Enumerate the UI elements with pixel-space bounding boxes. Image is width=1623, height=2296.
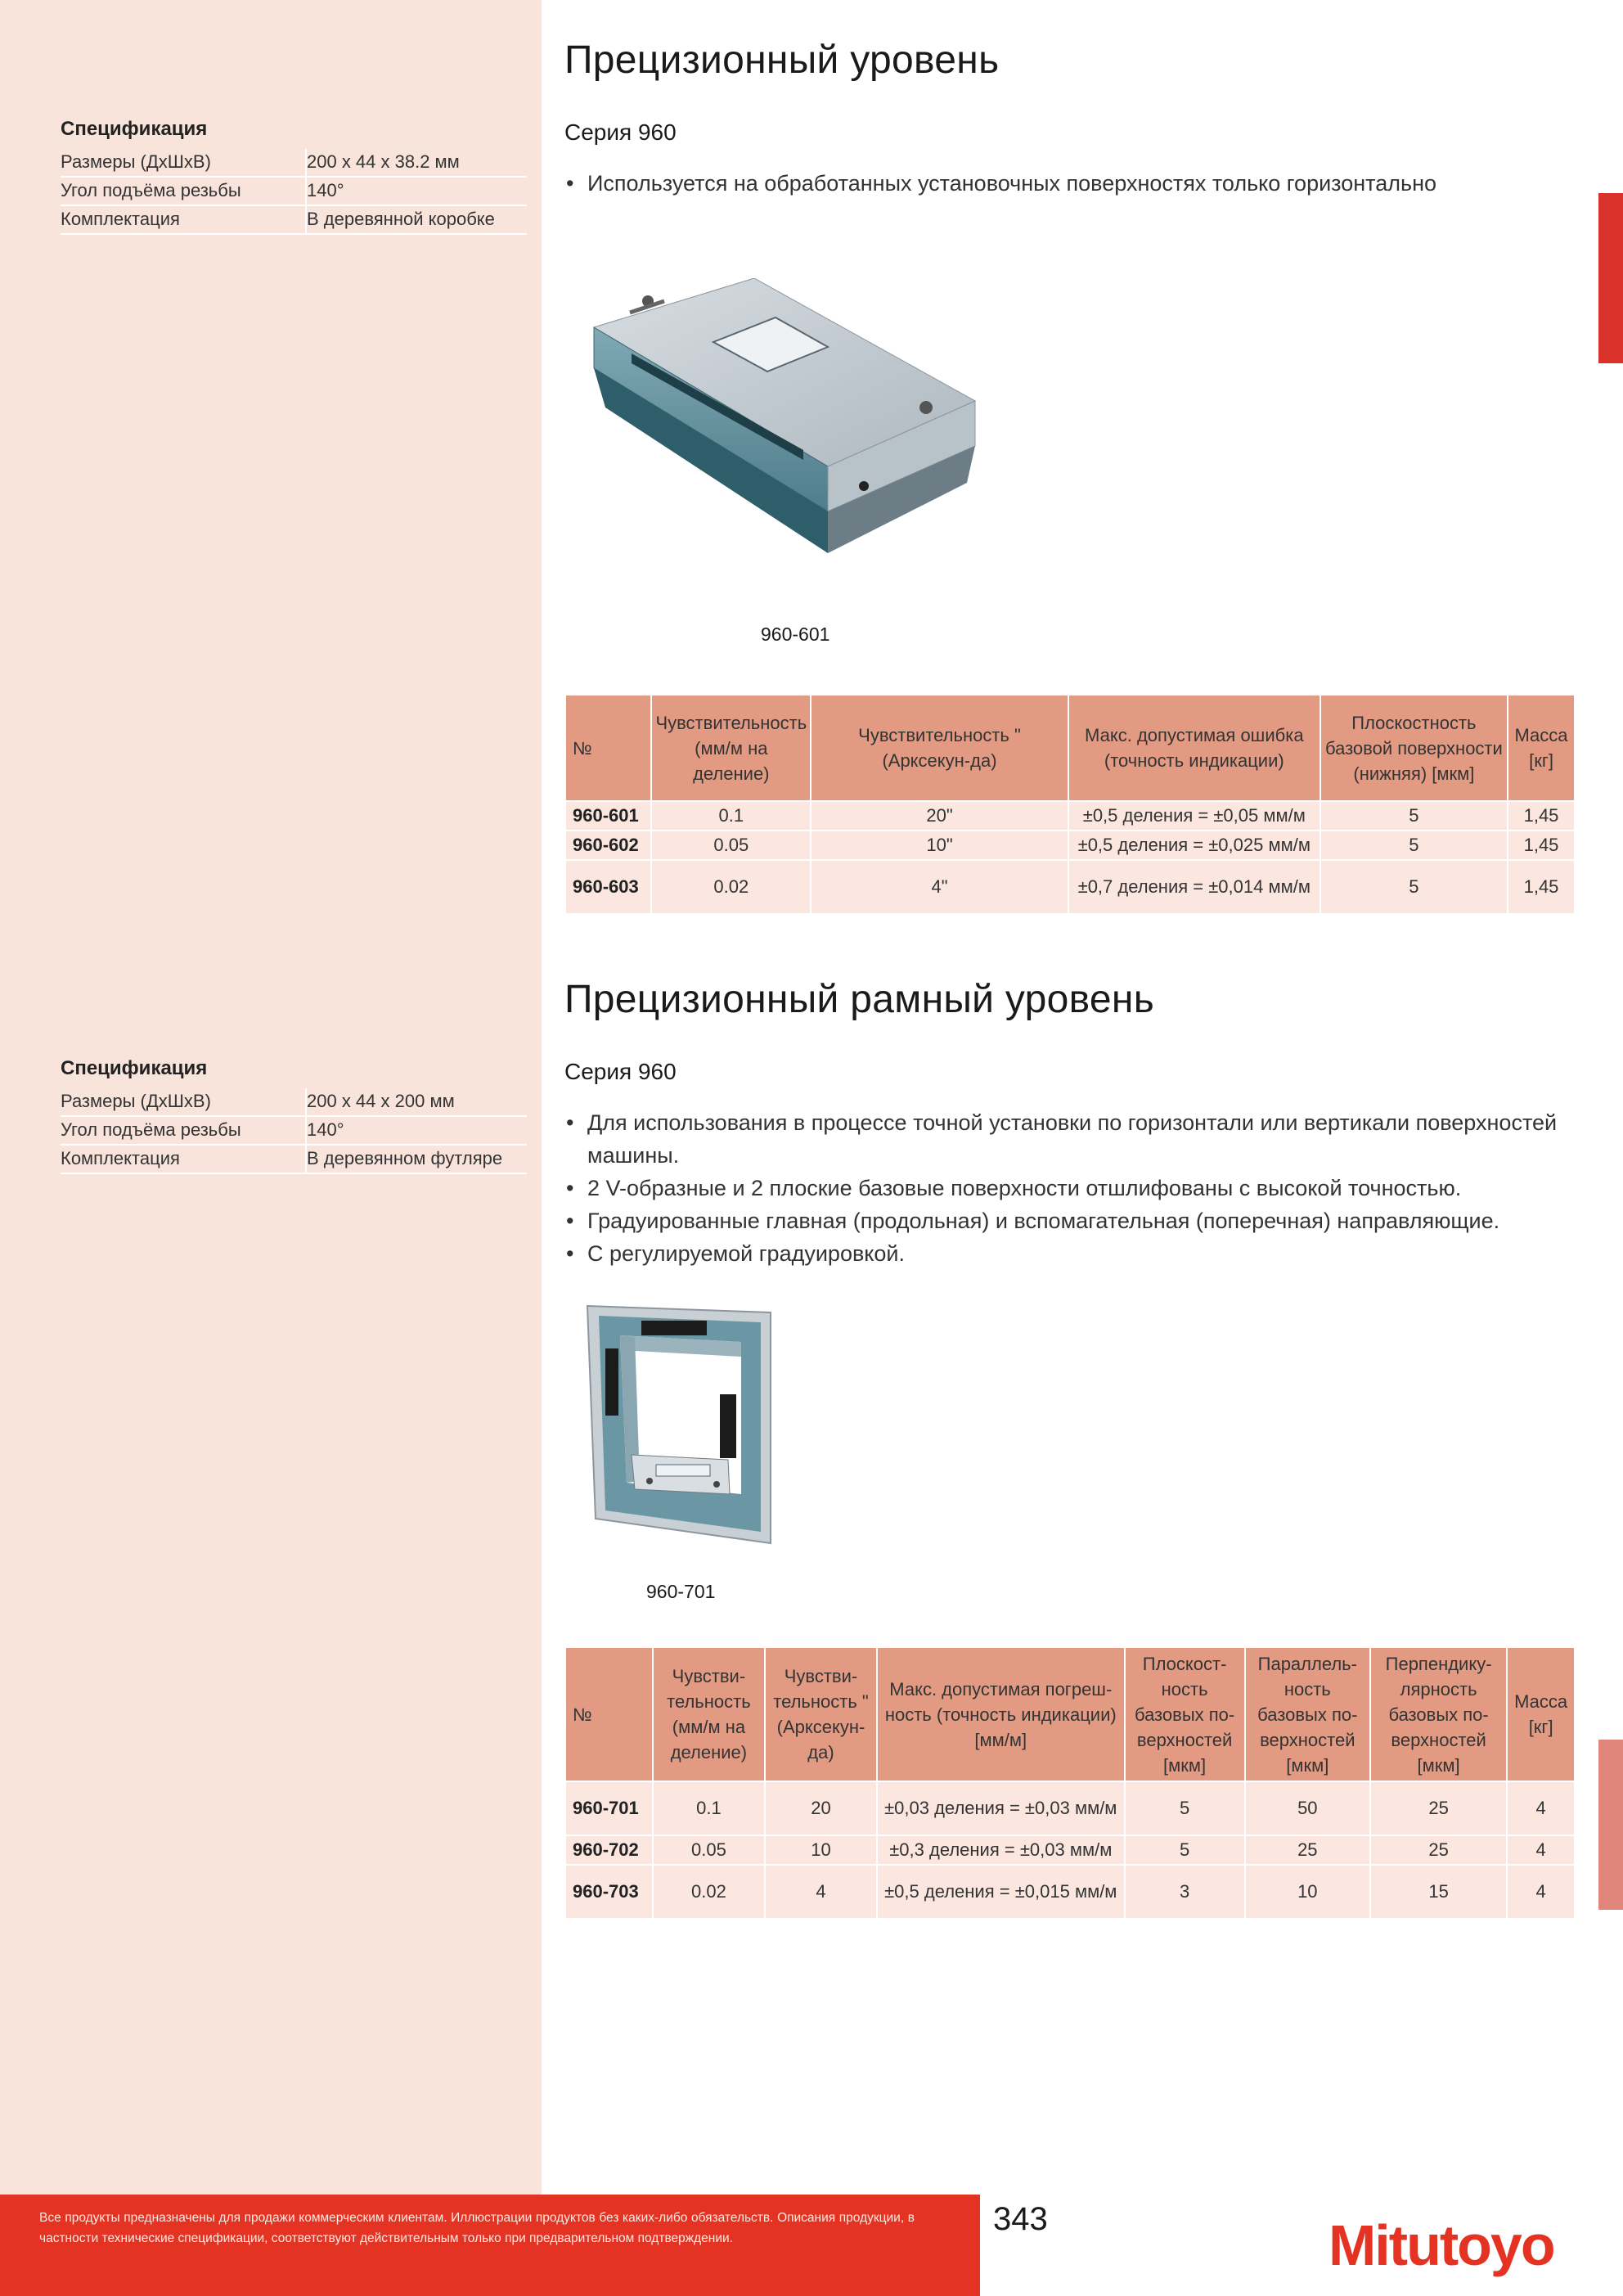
- table-cell: 0.1: [652, 802, 810, 830]
- table-header-row: [566, 1648, 1574, 1781]
- table-cell: 0.02: [652, 861, 810, 913]
- column-header: Макс. допустимая ошибка (точность индикации): [1069, 696, 1320, 800]
- feature-item: • 2 V-образные и 2 плоские базовые поверхности отшлифованы с высокой точностью.: [564, 1172, 1562, 1204]
- table-row: [566, 1782, 1574, 1835]
- table-header-row: [566, 696, 1574, 800]
- table-cell: 0.02: [654, 1866, 764, 1918]
- spec-key: Размеры (ДхШхВ): [61, 1088, 306, 1116]
- column-header: Чувствительность (мм/м на деление): [652, 696, 810, 800]
- spec-block-1: [61, 118, 527, 235]
- spec-value: 200 x 44 x 200 мм: [306, 1088, 527, 1116]
- column-header: Чувстви-тельность "(Арксекун-да): [766, 1648, 876, 1781]
- feature-list: [564, 167, 1576, 200]
- table-row: [566, 861, 1574, 913]
- section-tab-marker: [1598, 193, 1623, 363]
- table-cell: 10": [812, 831, 1068, 859]
- section-precision-frame-level: [564, 977, 1576, 1022]
- spec-table: [61, 1088, 527, 1174]
- column-header: Параллель-ность базовых по-верхностей [мкм]: [1246, 1648, 1369, 1781]
- section-title: Прецизионный рамный уровень: [564, 978, 1155, 1021]
- section-title: Прецизионный уровень: [564, 38, 1000, 82]
- column-header: Макс. допустимая погреш-ность (точность индикации) [мм/м]: [878, 1648, 1123, 1781]
- table-cell: 5: [1321, 861, 1507, 913]
- spec-row: [61, 1116, 527, 1145]
- table-cell: 4: [766, 1866, 876, 1918]
- feature-item: • Для использования в процессе точной установки по горизонтали или вертикали поверхностей машины.: [564, 1106, 1562, 1172]
- spec-value: 200 x 44 x 38.2 мм: [306, 149, 527, 177]
- table-cell: 5: [1126, 1836, 1244, 1864]
- section-tab-marker-secondary: [1598, 1740, 1623, 1910]
- table-cell: 4: [1508, 1866, 1574, 1918]
- table-cell: 5: [1321, 802, 1507, 830]
- spec-row: [61, 149, 527, 177]
- table-cell: 960-703: [566, 1866, 652, 1918]
- table-cell: 25: [1371, 1836, 1506, 1864]
- section-precision-level: [564, 38, 1576, 83]
- table-cell: 960-603: [566, 861, 650, 913]
- spec-row: [61, 205, 527, 234]
- frame-level-image: [581, 1304, 802, 1550]
- table-cell: 4: [1508, 1836, 1574, 1864]
- feature-item: • С регулируемой градуировкой.: [564, 1237, 1562, 1270]
- spec-key: Комплектация: [61, 205, 306, 234]
- column-header: Масса [кг]: [1508, 1648, 1574, 1781]
- table-cell: 15: [1371, 1866, 1506, 1918]
- spec-value: 140°: [306, 177, 527, 205]
- table-cell: ±0,03 деления = ±0,03 мм/м: [878, 1782, 1123, 1835]
- bullets-block-2: [564, 1106, 1562, 1270]
- table-row: [566, 1866, 1574, 1918]
- table-cell: 3: [1126, 1866, 1244, 1918]
- table-cell: 1,45: [1508, 802, 1574, 830]
- footer-disclaimer-band: [0, 2195, 980, 2296]
- table-cell: ±0,3 деления = ±0,03 мм/м: [878, 1836, 1123, 1864]
- spec-key: Размеры (ДхШхВ): [61, 149, 306, 177]
- series-block-2: [564, 1059, 1576, 1085]
- spec-heading: Спецификация: [61, 118, 208, 140]
- table-cell: 1,45: [1508, 831, 1574, 859]
- table-cell: 1,45: [1508, 861, 1574, 913]
- table-cell: 25: [1371, 1782, 1506, 1835]
- table-cell: 0.1: [654, 1782, 764, 1835]
- column-header: №: [566, 696, 650, 800]
- footer-disclaimer: Все продукты предназначены для продажи коммерческим клиентам. Иллюстрации продуктов без каких-либо обязательств. Описания продукции, в частности технические спецификации, соответствуют действительным только при предварительном подтверждении.: [39, 2211, 915, 2245]
- table-cell: 5: [1126, 1782, 1244, 1835]
- table-cell: 4: [1508, 1782, 1574, 1835]
- image-caption: 960-701: [646, 1581, 716, 1602]
- table-cell: 10: [1246, 1866, 1369, 1918]
- column-header: №: [566, 1648, 652, 1781]
- column-header: Перпендику-лярность базовых по-верхностей [мкм]: [1371, 1648, 1506, 1781]
- spec-key: Угол подъёма резьбы: [61, 177, 306, 205]
- table-cell: ±0,5 деления = ±0,05 мм/м: [1069, 802, 1320, 830]
- table-cell: 5: [1321, 831, 1507, 859]
- spec-block-2: [61, 1057, 527, 1174]
- table-row: [566, 1836, 1574, 1864]
- column-header: Плоскостность базовой поверхности (нижняя) [мкм]: [1321, 696, 1507, 800]
- table-cell: ±0,5 деления = ±0,025 мм/м: [1069, 831, 1320, 859]
- table-cell: 4": [812, 861, 1068, 913]
- table-cell: 50: [1246, 1782, 1369, 1835]
- table-row: [566, 802, 1574, 830]
- spec-heading: Спецификация: [61, 1057, 208, 1079]
- spec-key: Угол подъёма резьбы: [61, 1116, 306, 1145]
- table-cell: 960-701: [566, 1782, 652, 1835]
- feature-list: [564, 1106, 1562, 1270]
- column-header: Чувствительность "(Арксекун-да): [812, 696, 1068, 800]
- feature-item: • Градуированные главная (продольная) и вспомагательная (поперечная) направляющие.: [564, 1204, 1562, 1237]
- column-header: Чувстви-тельность (мм/м на деление): [654, 1648, 764, 1781]
- column-header: Плоскост-ность базовых по-верхностей [мкм]: [1126, 1648, 1244, 1781]
- page-footer: [0, 2195, 1623, 2296]
- precision-level-image: [582, 278, 1008, 565]
- table-cell: 960-702: [566, 1836, 652, 1864]
- table-row: [566, 831, 1574, 859]
- image-caption: 960-601: [761, 624, 830, 645]
- table-cell: 10: [766, 1836, 876, 1864]
- table-cell: 20": [812, 802, 1068, 830]
- table-cell: ±0,7 деления = ±0,014 мм/м: [1069, 861, 1320, 913]
- page-number: 343: [993, 2201, 1048, 2237]
- table-cell: ±0,5 деления = ±0,015 мм/м: [878, 1866, 1123, 1918]
- column-header: Масса [кг]: [1508, 696, 1574, 800]
- table-cell: 960-601: [566, 802, 650, 830]
- spec-table: [61, 149, 527, 235]
- table-cell: 25: [1246, 1836, 1369, 1864]
- spec-data-table-1: [564, 694, 1576, 915]
- spec-row: [61, 1145, 527, 1173]
- spec-value: В деревянной коробке: [306, 205, 527, 234]
- mitutoyo-logo: Mitutoyo: [1329, 2213, 1554, 2277]
- spec-value: В деревянном футляре: [306, 1145, 527, 1173]
- table-cell: 0.05: [652, 831, 810, 859]
- table-cell: 0.05: [654, 1836, 764, 1864]
- spec-row: [61, 177, 527, 205]
- spec-value: 140°: [306, 1116, 527, 1145]
- bullets-block-1: [564, 167, 1576, 200]
- spec-key: Комплектация: [61, 1145, 306, 1173]
- spec-row: [61, 1088, 527, 1116]
- series-block-1: [564, 119, 1576, 146]
- series-label: Серия 960: [564, 1059, 677, 1084]
- spec-data-table-2: [564, 1646, 1576, 1920]
- table-cell: 960-602: [566, 831, 650, 859]
- series-label: Серия 960: [564, 119, 677, 145]
- feature-item: • Используется на обработанных установочных поверхностях только горизонтально: [564, 167, 1576, 200]
- table-cell: 20: [766, 1782, 876, 1835]
